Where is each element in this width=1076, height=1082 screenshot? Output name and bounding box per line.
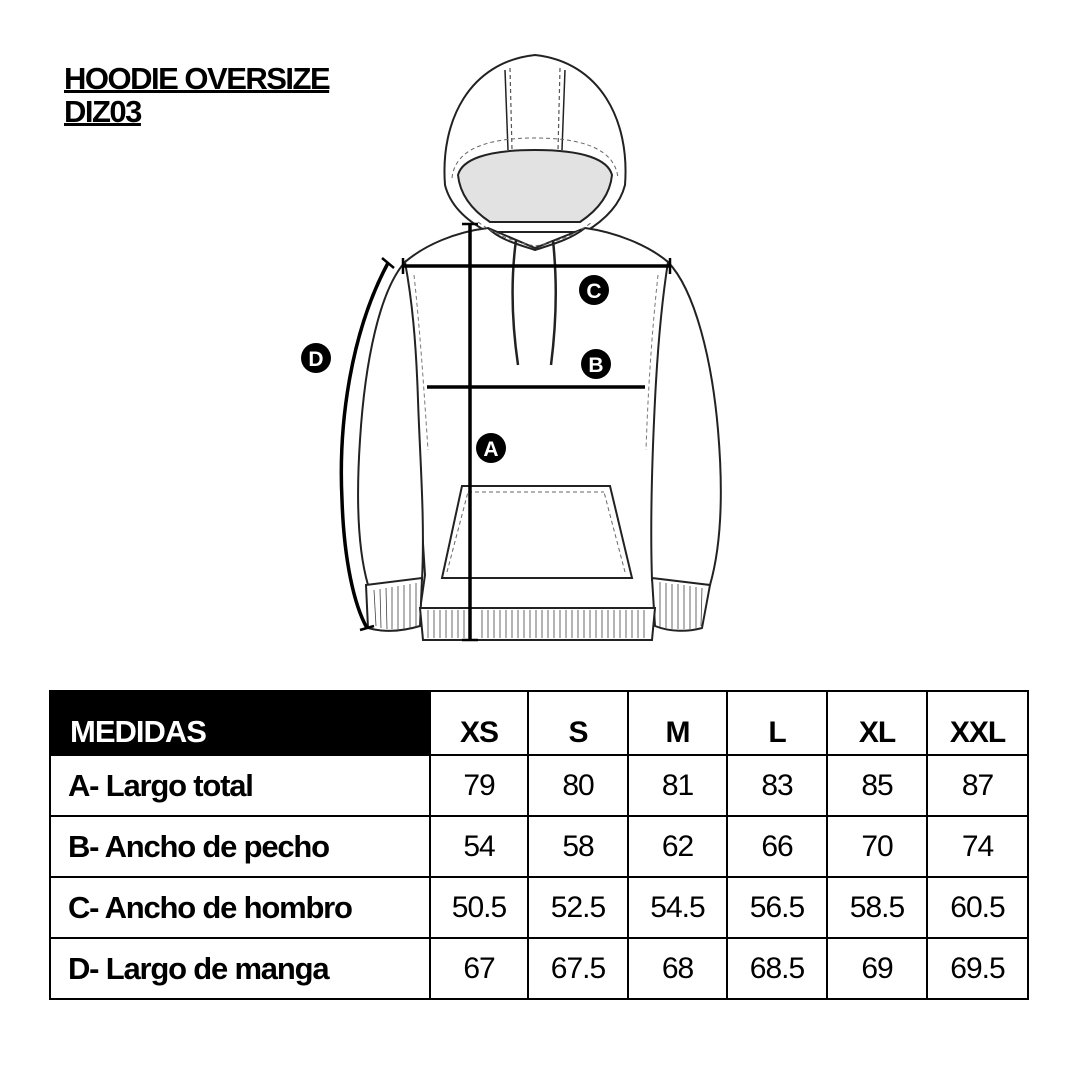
size-xs-header: XS (430, 691, 528, 755)
hood-opening (458, 150, 612, 222)
product-name: HOODIE OVERSIZE (64, 61, 330, 96)
table-cell: 56.5 (727, 877, 827, 938)
table-cell: 69 (827, 938, 927, 999)
table-cell: 81 (628, 755, 727, 816)
size-l-header: L (727, 691, 827, 755)
size-xxl-header: XXL (927, 691, 1028, 755)
table-cell: 83 (727, 755, 827, 816)
row-label: C- Ancho de hombro (50, 877, 430, 938)
row-label: A- Largo total (50, 755, 430, 816)
table-cell: 50.5 (430, 877, 528, 938)
table-cell: 60.5 (927, 877, 1028, 938)
table-cell: 69.5 (927, 938, 1028, 999)
table-row (50, 938, 1028, 999)
table-cell: 68 (628, 938, 727, 999)
table-cell: 87 (927, 755, 1028, 816)
product-code: DIZ03 (64, 94, 141, 129)
table-row (50, 877, 1028, 938)
table-cell: 70 (827, 816, 927, 877)
marker-a-label: A (483, 438, 499, 461)
table-cell: 68.5 (727, 938, 827, 999)
measures-header: MEDIDAS (50, 691, 430, 755)
table-cell: 58 (528, 816, 628, 877)
size-xl-header: XL (827, 691, 927, 755)
right-sleeve (651, 262, 721, 585)
table-cell: 58.5 (827, 877, 927, 938)
marker-c (579, 275, 609, 305)
table-cell: 54 (430, 816, 528, 877)
table-cell: 62 (628, 816, 727, 877)
table-cell: 54.5 (628, 877, 727, 938)
table-row (50, 755, 1028, 816)
table-cell: 85 (827, 755, 927, 816)
row-label: B- Ancho de pecho (50, 816, 430, 877)
table-cell: 80 (528, 755, 628, 816)
marker-a (476, 433, 506, 463)
marker-d-label: D (308, 348, 324, 371)
table-cell: 74 (927, 816, 1028, 877)
marker-d (301, 343, 331, 373)
marker-b (581, 349, 611, 379)
row-label: D- Largo de manga (50, 938, 430, 999)
table-cell: 67.5 (528, 938, 628, 999)
size-s-header: S (528, 691, 628, 755)
table-cell: 52.5 (528, 877, 628, 938)
marker-b-label: B (588, 354, 604, 377)
table-cell: 66 (727, 816, 827, 877)
table-row (50, 816, 1028, 877)
marker-c-label: C (586, 280, 602, 303)
size-chart-table (49, 690, 1029, 1000)
table-cell: 67 (430, 938, 528, 999)
size-header-row (50, 691, 1028, 755)
size-m-header: M (628, 691, 727, 755)
table-cell: 79 (430, 755, 528, 816)
